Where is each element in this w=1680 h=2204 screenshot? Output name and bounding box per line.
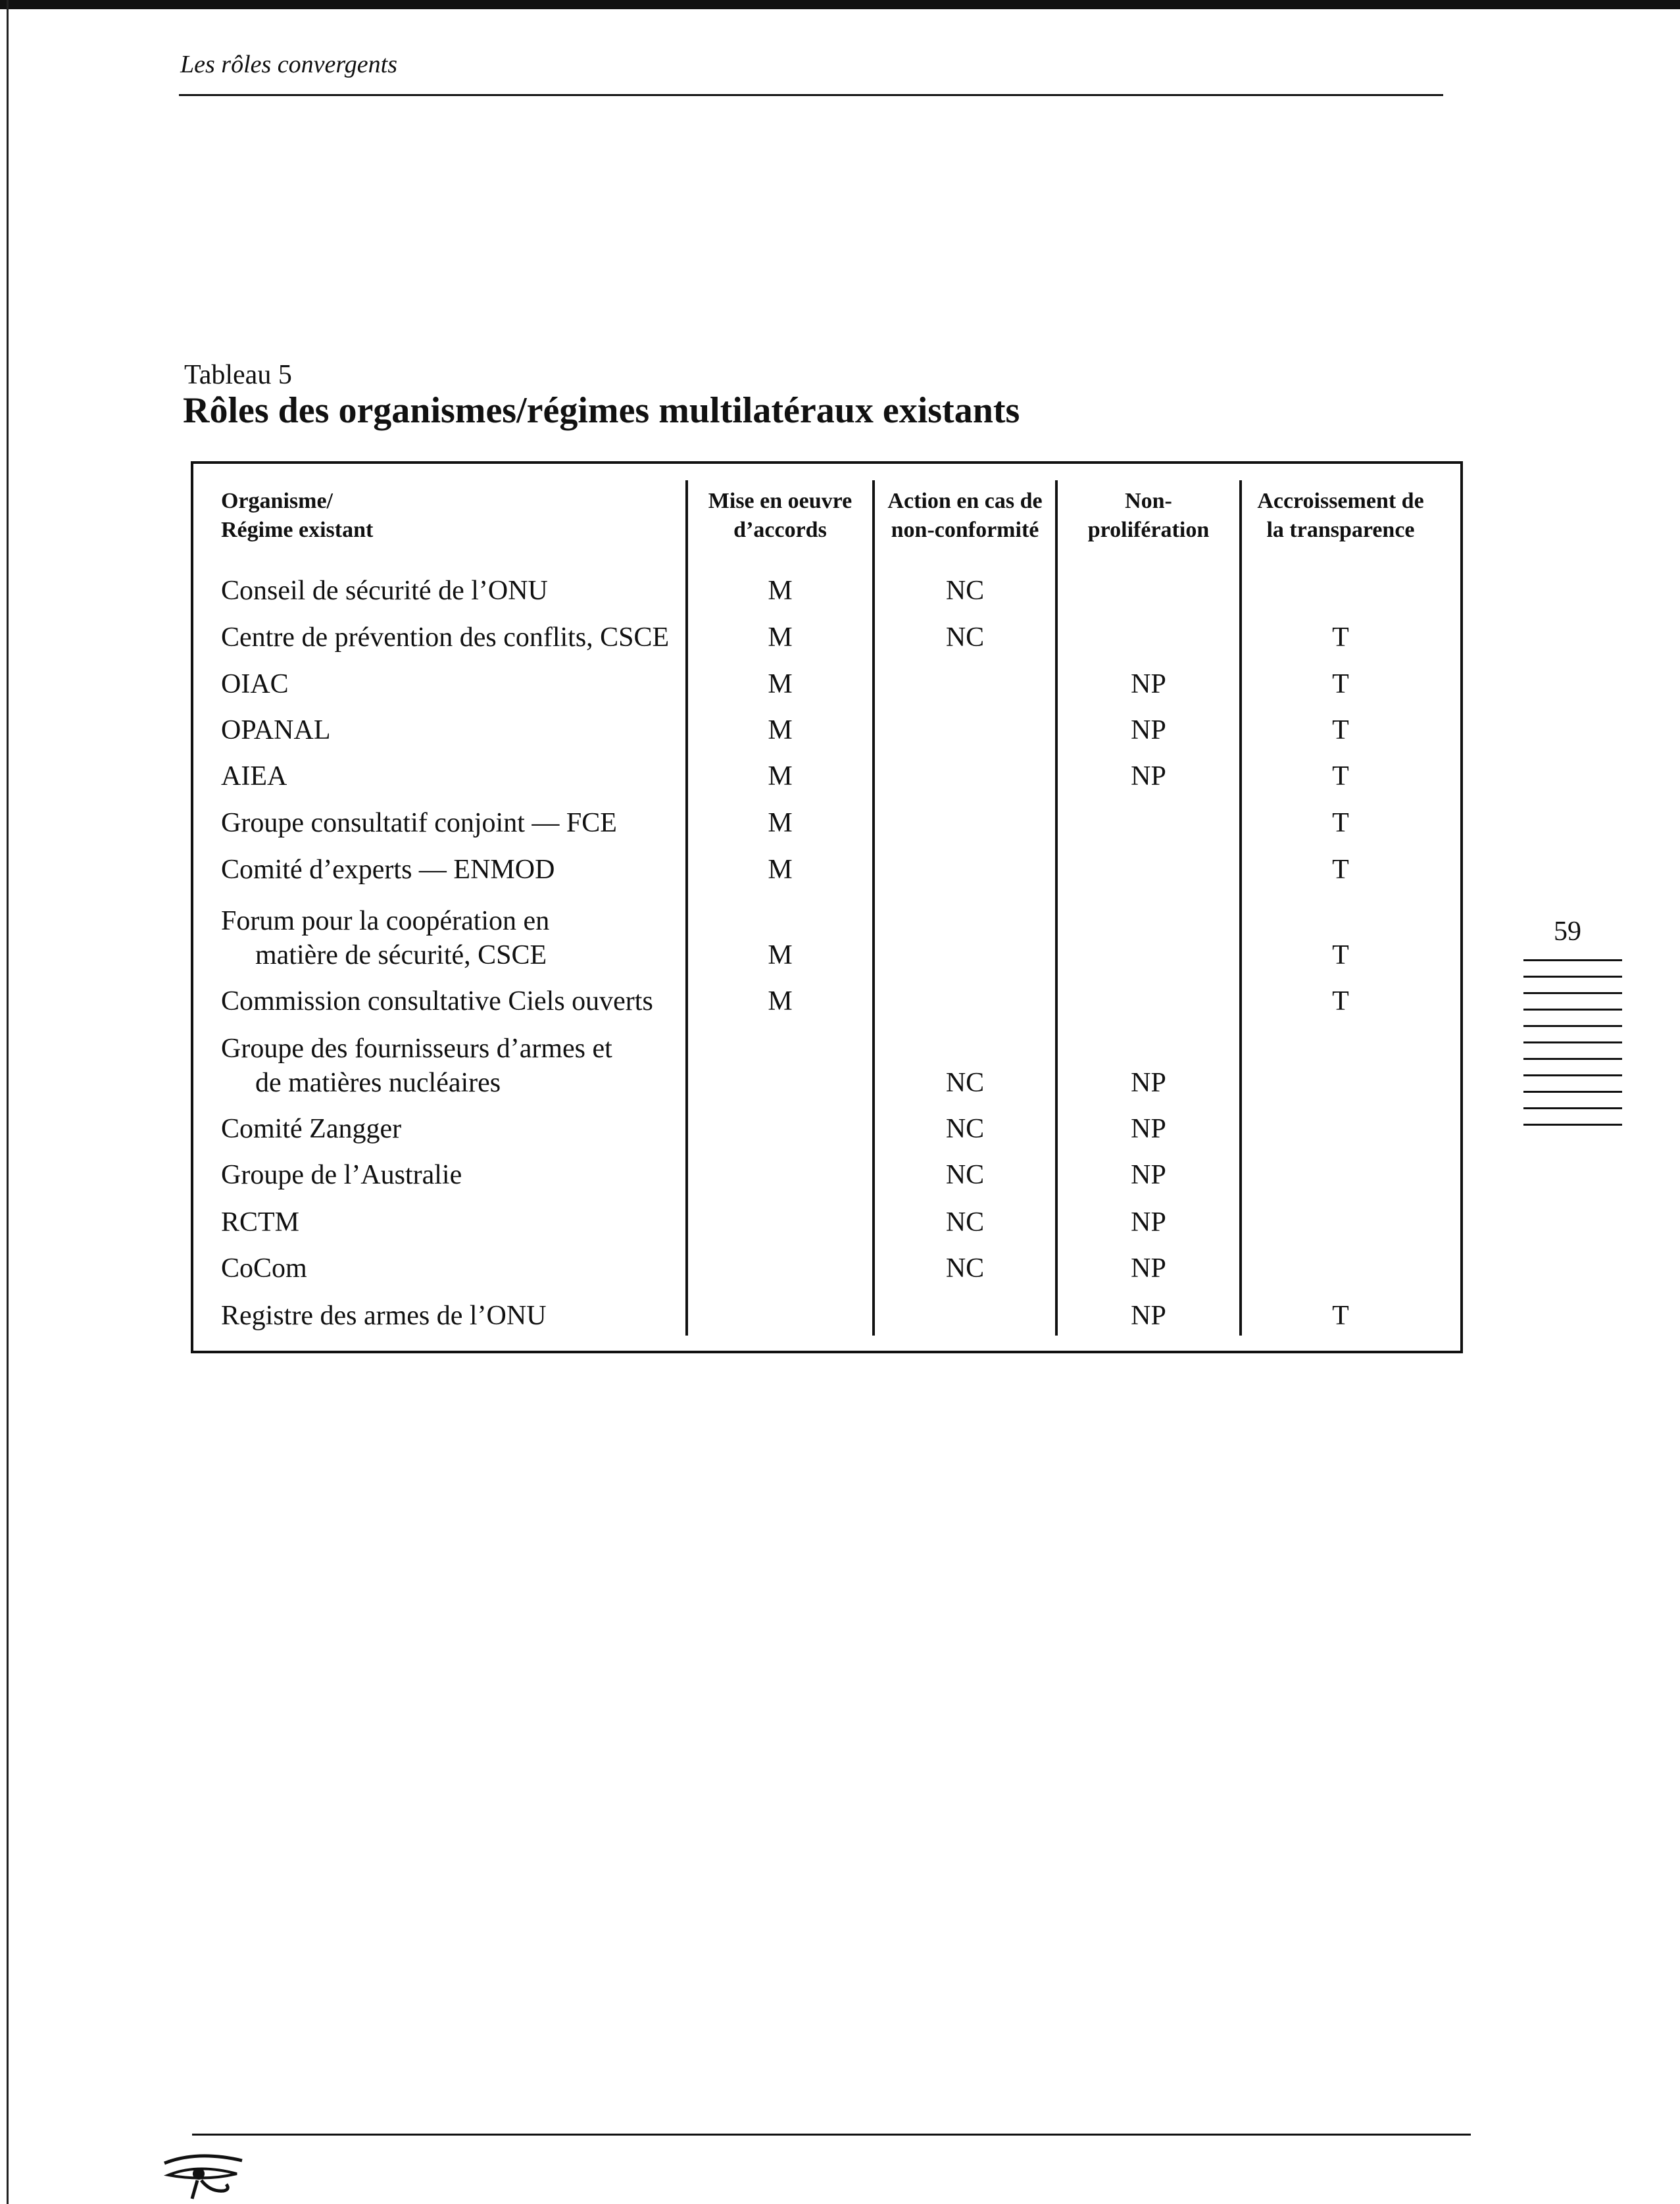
- row-label-line: Comité Zangger: [221, 1114, 402, 1144]
- row-label: [221, 713, 330, 747]
- row-label: [221, 1112, 401, 1146]
- cell-m: M: [768, 761, 793, 791]
- table-title: Rôles des organismes/régimes multilatéraux existants: [183, 390, 1020, 431]
- row-label: [221, 984, 653, 1018]
- row-label-line: OPANAL: [221, 715, 331, 745]
- row-label: [221, 1158, 462, 1192]
- cell-t: T: [1332, 808, 1349, 838]
- row-label-line: CoCom: [221, 1253, 307, 1284]
- cell-t: T: [1332, 986, 1349, 1016]
- cell-np: NP: [1131, 1160, 1166, 1190]
- cell-m: M: [768, 855, 793, 885]
- row-label: [221, 1205, 299, 1240]
- cell-nc: NC: [945, 1114, 985, 1144]
- row-label-line: Groupe de l’Australie: [221, 1160, 462, 1190]
- column-header-line: Action en cas de: [887, 489, 1043, 513]
- row-label-line: Registre des armes de l’ONU: [221, 1301, 547, 1331]
- column-header-action: [875, 487, 1055, 545]
- row-label-line: Groupe consultatif conjoint — FCE: [221, 808, 617, 838]
- row-label: [221, 667, 289, 701]
- cell-t: T: [1332, 715, 1349, 745]
- row-label-line: Forum pour la coopération en: [221, 906, 550, 936]
- row-label: [221, 1299, 547, 1333]
- row-label-line: matière de sécurité, CSCE: [255, 940, 547, 970]
- cell-np: NP: [1131, 1068, 1166, 1098]
- column-header-transparence: [1242, 487, 1439, 545]
- cell-t: T: [1332, 622, 1349, 653]
- row-label: [221, 620, 669, 655]
- cell-m: M: [768, 622, 793, 653]
- row-label: [221, 1251, 307, 1286]
- margin-tab-lines: [1523, 959, 1622, 1140]
- column-header-line: Non-: [1125, 489, 1172, 513]
- running-head: Les rôles convergents: [180, 51, 397, 78]
- cell-m: M: [768, 940, 793, 970]
- cell-np: NP: [1131, 1253, 1166, 1284]
- cell-t: T: [1332, 761, 1349, 791]
- column-header-line: prolifération: [1087, 518, 1210, 542]
- cell-np: NP: [1131, 715, 1166, 745]
- row-label-line: Conseil de sécurité de l’ONU: [221, 576, 548, 606]
- cell-np: NP: [1131, 669, 1166, 699]
- column-header-nonprolif: [1058, 487, 1239, 545]
- cell-np: NP: [1131, 761, 1166, 791]
- row-label: [221, 1032, 612, 1100]
- header-rule: [179, 94, 1443, 96]
- column-header-line: d’accords: [733, 518, 827, 542]
- cell-nc: NC: [945, 1207, 985, 1238]
- cell-m: M: [768, 669, 793, 699]
- scan-edge-left: [7, 0, 9, 2204]
- cell-m: M: [768, 986, 793, 1016]
- eye-of-horus-icon: [158, 2149, 250, 2204]
- column-header-mise: [688, 487, 872, 545]
- page-number: 59: [1554, 916, 1581, 947]
- cell-m: M: [768, 715, 793, 745]
- column-header-organisme: [221, 487, 668, 545]
- cell-nc: NC: [945, 1160, 985, 1190]
- column-header-line: Organisme/: [221, 489, 333, 513]
- cell-t: T: [1332, 855, 1349, 885]
- cell-nc: NC: [945, 576, 985, 606]
- cell-np: NP: [1131, 1114, 1166, 1144]
- row-label: [221, 853, 555, 887]
- scan-edge-top: [0, 0, 1680, 9]
- table-label: Tableau 5: [184, 360, 292, 390]
- column-header-line: non-conformité: [891, 518, 1039, 542]
- row-label-line: OIAC: [221, 669, 289, 699]
- row-label-line: Centre de prévention des conflits, CSCE: [221, 622, 670, 653]
- row-label-line: AIEA: [221, 761, 287, 791]
- footer-rule: [192, 2134, 1471, 2136]
- column-header-line: la transparence: [1266, 518, 1415, 542]
- cell-nc: NC: [945, 1253, 985, 1284]
- cell-t: T: [1332, 940, 1349, 970]
- cell-np: NP: [1131, 1207, 1166, 1238]
- cell-t: T: [1332, 669, 1349, 699]
- row-label: [221, 806, 617, 840]
- cell-nc: NC: [945, 622, 985, 653]
- cell-nc: NC: [945, 1068, 985, 1098]
- column-header-line: Régime existant: [221, 518, 374, 542]
- cell-m: M: [768, 576, 793, 606]
- row-label-line: Comité d’experts — ENMOD: [221, 855, 555, 885]
- row-label-line: RCTM: [221, 1207, 300, 1238]
- cell-np: NP: [1131, 1301, 1166, 1331]
- row-label-line: Commission consultative Ciels ouverts: [221, 986, 653, 1016]
- column-divider: [1239, 480, 1242, 1336]
- row-label-line: de matières nucléaires: [255, 1068, 501, 1098]
- column-header-line: Accroissement de: [1257, 489, 1424, 513]
- cell-t: T: [1332, 1301, 1349, 1331]
- row-label: [221, 574, 548, 608]
- row-label: [221, 904, 549, 972]
- cell-m: M: [768, 808, 793, 838]
- row-label-line: Groupe des fournisseurs d’armes et: [221, 1034, 612, 1064]
- column-divider: [685, 480, 688, 1336]
- row-label: [221, 759, 287, 793]
- column-header-line: Mise en oeuvre: [708, 489, 852, 513]
